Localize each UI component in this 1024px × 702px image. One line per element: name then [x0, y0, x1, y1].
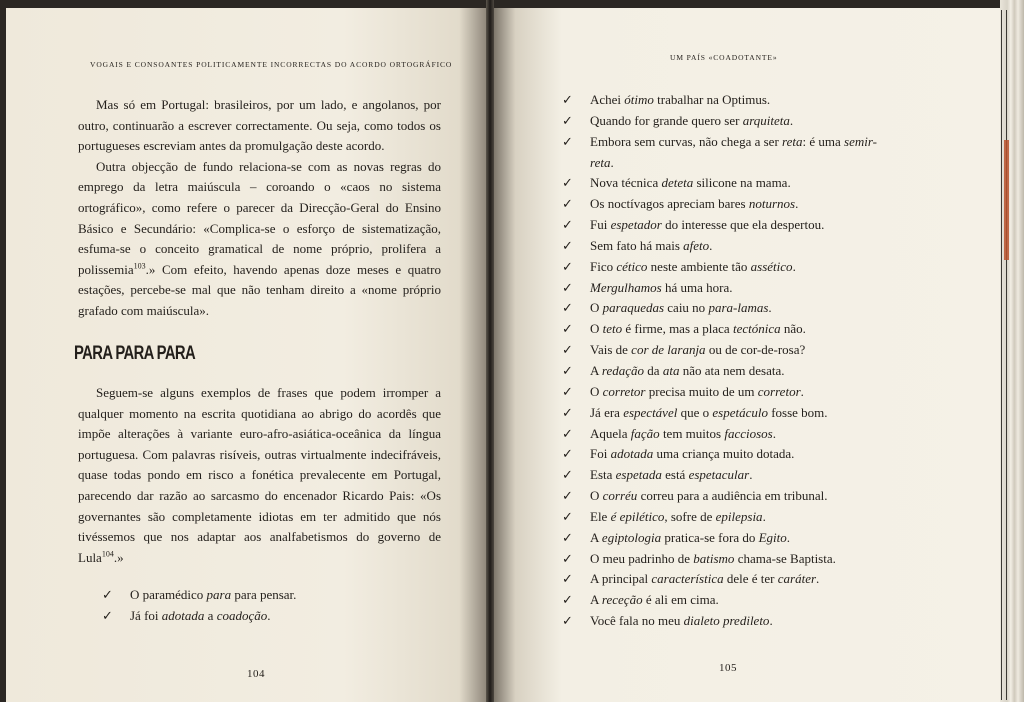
list-item: ✓ O corretor precisa muito de um corretor.	[562, 382, 877, 403]
check-icon: ✓	[562, 258, 573, 274]
right-example-list	[562, 90, 877, 632]
list-item: ✓ O corréu correu para a audiência em tribunal.	[562, 486, 877, 507]
footnote-ref: 104	[101, 549, 114, 559]
check-icon: ✓	[102, 607, 113, 623]
check-icon: ✓	[562, 196, 573, 212]
list-item: ✓ Os noctívagos apreciam bares noturnos.	[562, 194, 877, 215]
list-item: ✓ O paramédico para para pensar.	[102, 585, 296, 606]
left-example-list	[102, 585, 296, 626]
check-icon: ✓	[562, 529, 573, 545]
check-icon: ✓	[562, 467, 573, 483]
footnote-ref: 103	[133, 261, 146, 271]
check-icon: ✓	[562, 279, 573, 295]
list-item: ✓ A egiptologia pratica-se fora do Egito.	[562, 528, 877, 549]
check-icon: ✓	[562, 175, 573, 191]
check-icon: ✓	[562, 362, 573, 378]
list-item: ✓ Achei ótimo trabalhar na Optimus.	[562, 90, 877, 111]
list-item: ✓ Nova técnica deteta silicone na mama.	[562, 173, 877, 194]
check-icon: ✓	[102, 587, 113, 602]
check-icon: ✓	[562, 550, 573, 566]
check-icon: ✓	[562, 133, 573, 149]
list-item: ✓ Ele é epilético, sofre de epilepsia.	[562, 507, 877, 528]
bookmark-mark	[1004, 140, 1009, 260]
page-edges	[1000, 0, 1024, 702]
section-heading: PARA PARA PARA	[74, 343, 196, 364]
list-item: ✓ Já foi adotada a coadoção.	[102, 606, 296, 627]
check-icon: ✓	[562, 613, 573, 629]
list-item: ✓ Quando for grande quero ser arquiteta.	[562, 111, 877, 132]
list-item: ✓ A receção é ali em cima.	[562, 590, 877, 611]
check-icon: ✓	[562, 300, 573, 316]
check-icon: ✓	[562, 112, 573, 128]
check-icon: ✓	[562, 446, 573, 462]
check-icon: ✓	[562, 425, 573, 441]
list-item: ✓ Aquela fação tem muitos facciosos.	[562, 424, 877, 445]
check-icon: ✓	[562, 488, 573, 504]
list-item: ✓ Fui espetador do interesse que ela despertou.	[562, 215, 877, 236]
check-icon: ✓	[562, 592, 573, 608]
list-item: ✓ Fico cético neste ambiente tão assético.	[562, 257, 877, 278]
list-item: ✓ Vais de cor de laranja ou de cor-de-rosa?	[562, 340, 877, 361]
page-edge-line	[1001, 10, 1002, 700]
page-number-left: 104	[247, 668, 265, 680]
list-item: ✓ Embora sem curvas, não chega a ser reta: é uma semir-	[562, 132, 877, 153]
list-item: ✓ A redação da ata não ata nem desata.	[562, 361, 877, 382]
check-icon: ✓	[562, 571, 573, 587]
left-body-bottom	[78, 383, 441, 568]
list-item: ✓ Mergulhamos há uma hora.	[562, 278, 877, 299]
check-icon: ✓	[562, 217, 573, 233]
check-icon: ✓	[562, 404, 573, 420]
list-item: ✓ O meu padrinho de batismo chama-se Baptista.	[562, 549, 877, 570]
list-item: ✓ O teto é firme, mas a placa tectónica não.	[562, 319, 877, 340]
check-icon: ✓	[562, 383, 573, 399]
check-icon: ✓	[562, 237, 573, 253]
running-head-left: VOGAIS E CONSOANTES POLITICAMENTE INCORRECTAS DO ACORDO ORTOGRÁFICO	[90, 60, 453, 69]
list-item: ✓ Foi adotada uma criança muito dotada.	[562, 444, 877, 465]
page-edge-line	[1006, 10, 1007, 700]
check-icon: ✓	[562, 508, 573, 524]
book-gutter	[486, 0, 494, 702]
paragraph: Mas só em Portugal: brasileiros, por um lado, e angolanos, por outro, continuarão a escrever correctamente. Ou seja, como todos os portugueses escreviam antes da promulgação deste acordo.	[78, 97, 441, 154]
list-item: ✓ Você fala no meu dialeto predileto.	[562, 611, 877, 632]
page-number-right: 105	[719, 662, 737, 674]
check-icon: ✓	[562, 92, 573, 107]
list-item: ✓ Esta espetada está espetacular.	[562, 465, 877, 486]
paragraph: Outra objecção de fundo relaciona-se com as novas regras do emprego da letra maiúscula – coroando o «caos no sistema ortográfico», como refere o parecer da Direcção-Geral do Ensino Básico e Secundário: «Complica-se o esforço de sistematização, esfuma-se o conceito gramatical de nome próprio, prolifera a polissemia$^{103}$.» Com efeito, havendo apenas doze meses e quatro estações, percebe-se mal que não tenham direito a «nome próprio grafado com maiúscula».	[78, 158, 441, 318]
check-icon: ✓	[562, 321, 573, 337]
list-item: reta.	[590, 154, 614, 170]
left-body-top	[78, 95, 441, 322]
list-item: ✓ O paraquedas caiu no para-lamas.	[562, 298, 877, 319]
list-item: ✓ A principal característica dele é ter caráter.	[562, 569, 877, 590]
running-head-right: UM PAÍS «COADOTANTE»	[670, 53, 778, 62]
check-icon: ✓	[562, 342, 573, 358]
list-item: ✓ Sem fato há mais afeto.	[562, 236, 877, 257]
list-item: ✓ Já era espectável que o espetáculo fosse bom.	[562, 403, 877, 424]
paragraph: Seguem-se alguns exemplos de frases que podem irromper a qualquer momento na escrita quotidiana ao abrigo do acordês que impõe alterações à variante euro-afro-asiática-oceânica da língua portuguesa. Com palavras risíveis, outras virtualmente indecifráveis, quase todas pondo em risco a fonética prevalecente em Portugal, parecendo dar razão ao sarcasmo do encenador Ricardo Pais: «Os governantes são completamente idiotas em ter admitido que nós tivéssemos que nos adaptar aos analfabetismos do governo de Lula$^{104}$.»	[78, 385, 441, 565]
